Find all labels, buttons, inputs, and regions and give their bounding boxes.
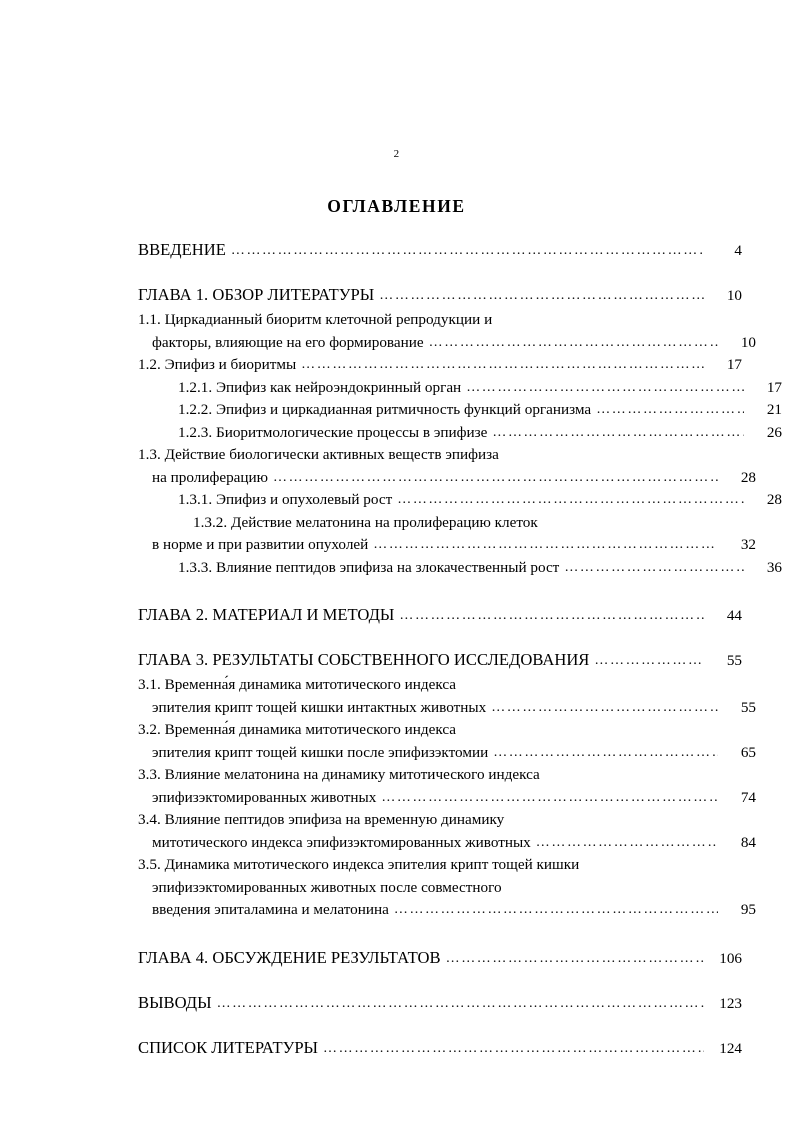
toc-entry-3-5[interactable] <box>138 854 756 922</box>
toc-entry-page: 124 <box>719 1039 742 1057</box>
toc-entry-glava1[interactable] <box>138 283 742 309</box>
toc-entry-label: введения эпиталамина и мелатонина <box>152 901 389 918</box>
toc-entry-label: 1.2.3. Биоритмологические процессы в эпифизе <box>178 423 488 441</box>
toc-entry-page: 10 <box>726 287 742 304</box>
toc-entry-label: ГЛАВА 4. ОБСУЖДЕНИЕ РЕЗУЛЬТАТОВ <box>138 947 441 967</box>
toc-entry-1-3[interactable] <box>138 444 756 489</box>
toc-entry-vvedenie[interactable] <box>138 238 742 264</box>
toc-entry-page: 55 <box>740 698 756 716</box>
spacer <box>138 972 742 991</box>
toc-entry-3-2[interactable] <box>138 719 756 764</box>
leader-dots <box>446 947 704 971</box>
spacer <box>138 264 742 283</box>
toc-entry-page: 32 <box>740 536 756 553</box>
toc-entry-label: 1.2.2. Эпифиз и циркадианная ритмичность функций организма <box>178 401 592 418</box>
leader-dots <box>394 899 718 921</box>
toc-entry-label: ГЛАВА 2. МАТЕРИАЛ И МЕТОДЫ <box>138 605 395 624</box>
toc-entry-label: 1.1. Циркадианный биоритм клеточной репродукции и <box>138 311 493 328</box>
toc-entry-1-2-2[interactable] <box>138 399 782 422</box>
leader-dots <box>596 399 744 421</box>
toc-entry-label: в норме и при развитии опухолей <box>152 536 369 553</box>
toc-entry-1-3-2[interactable] <box>138 512 756 557</box>
toc-entry-label: митотического индекса эпифизэктомированных животных <box>152 833 531 851</box>
toc-entry-label: 3.3. Влияние мелатонина на динамику митотического индекса <box>138 766 540 783</box>
spacer <box>138 629 742 648</box>
toc-entry-page: 17 <box>726 356 742 373</box>
toc-entry-page: 17 <box>766 378 782 396</box>
spacer <box>138 1017 742 1036</box>
toc-entry-page: 28 <box>740 468 756 486</box>
leader-dots <box>231 239 704 263</box>
toc-entry-page: 65 <box>740 743 756 761</box>
toc-entry-glava3[interactable] <box>138 648 742 674</box>
leader-dots <box>429 332 718 354</box>
toc-entry-page: 123 <box>719 994 742 1012</box>
toc-entry-3-3[interactable] <box>138 764 756 809</box>
toc-entry-label: эпителия крипт тощей кишки после эпифизэктомии <box>152 743 489 761</box>
toc-entry-label: 1.2. Эпифиз и биоритмы <box>138 356 297 373</box>
toc-entry-1-1[interactable] <box>138 309 756 354</box>
table-of-contents <box>138 238 782 1062</box>
toc-entry-page: 84 <box>740 833 756 851</box>
toc-entry-label: эпифизэктомированных животных <box>152 788 377 806</box>
toc-entry-label: на пролиферацию <box>152 468 269 486</box>
toc-entry-label: ВЫВОДЫ <box>138 992 212 1012</box>
toc-entry-label: ГЛАВА 1. ОБЗОР ЛИТЕРАТУРЫ <box>138 285 375 304</box>
toc-entry-1-2-3[interactable] <box>138 422 782 445</box>
leader-dots <box>373 534 718 556</box>
leader-dots <box>301 354 704 376</box>
leader-dots <box>399 604 704 628</box>
leader-dots <box>493 742 718 764</box>
toc-entry-label: эпифизэктомированных животных после совместного <box>152 878 502 896</box>
toc-entry-1-3-3[interactable] <box>138 557 782 580</box>
toc-entry-page: 4 <box>734 242 742 259</box>
leader-dots <box>564 557 744 579</box>
toc-entry-page: 26 <box>766 423 782 441</box>
toc-entry-page: 55 <box>726 652 742 669</box>
toc-entry-label: ВВЕДЕНИЕ <box>138 240 226 259</box>
leader-dots <box>379 284 704 308</box>
toc-entry-label: факторы, влияющие на его формирование <box>152 333 424 351</box>
toc-entry-3-4[interactable] <box>138 809 756 854</box>
toc-entry-1-2[interactable] <box>138 354 742 377</box>
toc-entry-label: 1.2.1. Эпифиз как нейроэндокринный орган <box>178 378 462 396</box>
toc-entry-page: 44 <box>726 607 742 624</box>
toc-entry-page: 21 <box>766 401 782 418</box>
toc-entry-label: 1.3.1. Эпифиз и опухолевый рост <box>178 491 393 508</box>
toc-entry-spisok-literatury[interactable] <box>138 1036 742 1062</box>
toc-entry-page: 36 <box>766 558 782 576</box>
toc-entry-label: ГЛАВА 3. РЕЗУЛЬТАТЫ СОБСТВЕННОГО ИССЛЕДОВАНИЯ <box>138 650 590 669</box>
leader-dots <box>323 1037 704 1061</box>
toc-entry-vyvody[interactable] <box>138 991 742 1017</box>
toc-entry-1-2-1[interactable] <box>138 377 782 400</box>
toc-entry-label: 3.4. Влияние пептидов эпифиза на временную динамику <box>138 811 505 828</box>
toc-entry-label: 3.2. Временна́я динамика митотического индекса <box>138 721 456 738</box>
leader-dots <box>397 489 744 511</box>
toc-entry-label: 1.3. Действие биологически активных веществ эпифиза <box>138 446 499 463</box>
toc-entry-label: 1.3.2. Действие мелатонина на пролиферацию клеток <box>193 513 538 531</box>
toc-entry-label: 1.3.3. Влияние пептидов эпифиза на злокачественный рост <box>178 558 560 576</box>
spacer <box>138 579 742 603</box>
leader-dots <box>491 697 718 719</box>
leader-dots <box>536 832 718 854</box>
leader-dots <box>273 467 718 489</box>
toc-entry-page: 95 <box>740 901 756 918</box>
toc-entry-label: СПИСОК ЛИТЕРАТУРЫ <box>138 1037 319 1057</box>
toc-entry-3-1[interactable] <box>138 674 756 719</box>
toc-entry-label: 3.1. Временна́я динамика митотического индекса <box>138 676 456 693</box>
toc-entry-label: 3.5. Динамика митотического индекса эпителия крипт тощей кишки <box>138 856 580 873</box>
toc-entry-1-3-1[interactable] <box>138 489 782 512</box>
toc-entry-page: 74 <box>740 788 756 806</box>
leader-dots <box>594 649 704 673</box>
leader-dots <box>381 787 718 809</box>
leader-dots <box>217 992 704 1016</box>
toc-entry-page: 28 <box>766 491 782 508</box>
toc-entry-label: эпителия крипт тощей кишки интактных животных <box>152 698 487 716</box>
toc-entry-glava4[interactable] <box>138 946 742 972</box>
toc-entry-glava2[interactable] <box>138 603 742 629</box>
toc-entry-page: 106 <box>719 949 742 967</box>
leader-dots <box>466 377 744 399</box>
spacer <box>138 922 742 946</box>
toc-entry-page: 10 <box>740 333 756 351</box>
leader-dots <box>492 422 744 444</box>
page-title: ОГЛАВЛЕНИЕ <box>327 196 466 216</box>
page-number: 2 <box>393 148 400 160</box>
